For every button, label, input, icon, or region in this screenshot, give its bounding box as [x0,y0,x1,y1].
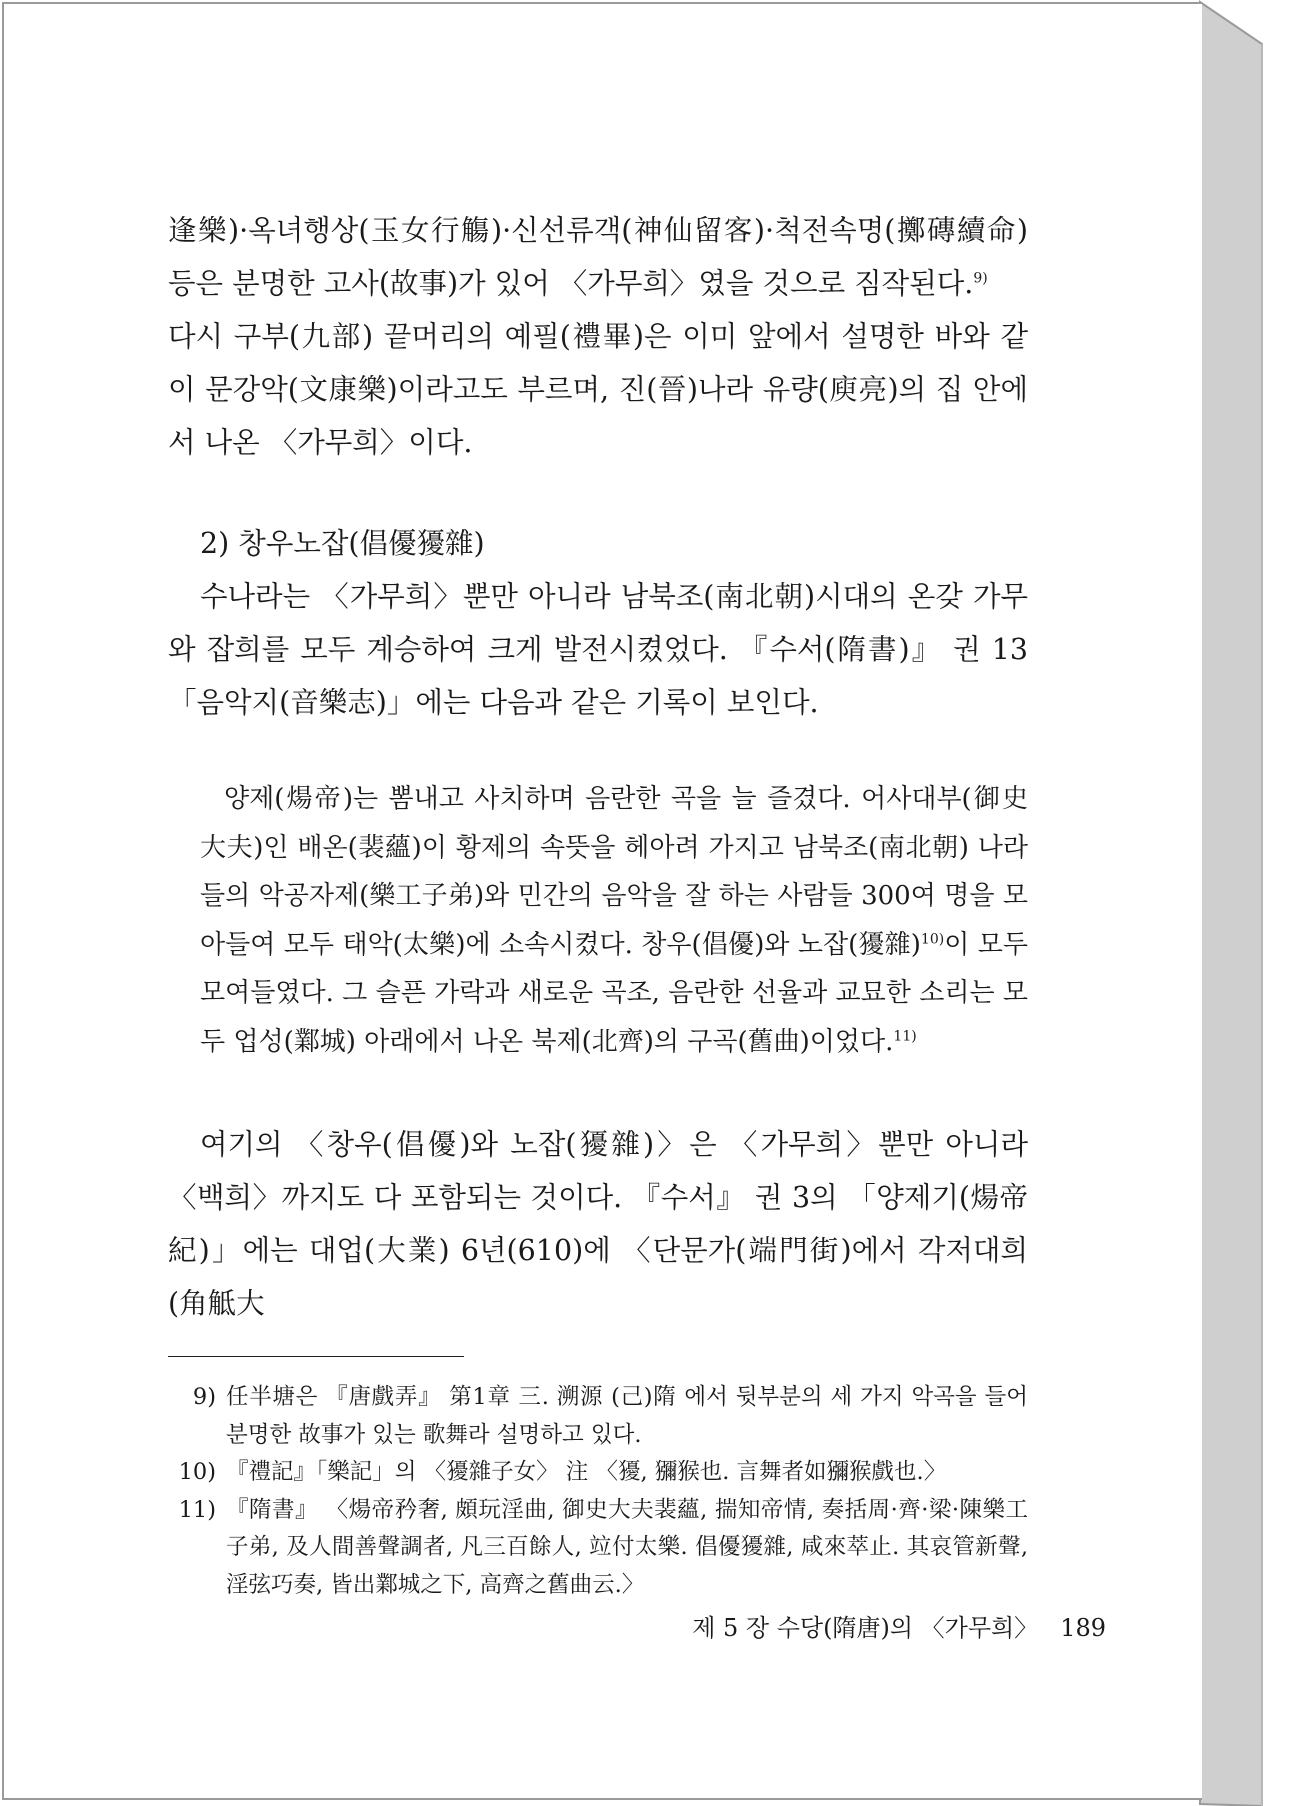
quote-text: 이 모두 모여들였다. 그 슬픈 가락과 새로운 곡조, 음란한 선율과 교묘한 소리는 모두 업성(鄴城) 아래에서 나온 북제(北齊)의 구곡(舊曲)이었다. [200,929,1028,1057]
footnote [168,1454,1028,1492]
page-content [168,204,1028,1604]
body-paragraph: 다시 구부(九部) 끝머리의 예필(禮畢)은 이미 앞에서 설명한 바와 같이 문강악(文康樂)이라고도 부르며, 진(晉)나라 유량(庾亮)의 집 안에서 나온 〈가무희〉이다. [168,320,1028,459]
footnote [168,1492,1028,1605]
footnote-ref: 10) [920,930,945,947]
footnote [168,1379,1028,1454]
footnote-text: 『隋書』 〈煬帝矜奢, 頗玩淫曲, 御史大夫裴蘊, 揣知帝情, 奏括周·齊·梁·陳樂工子弟, 及人間善聲調者, 凡三百餘人, 竝付太樂. 倡優獶雜, 咸來萃止. 其哀管新聲, 淫弦巧奏, 皆出鄴城之下, 高齊之舊曲云.〉 [226,1496,1028,1598]
footnote-rule [168,1356,464,1357]
body-paragraph [168,204,1028,310]
body-paragraph: 수나라는 〈가무희〉뿐만 아니라 남북조(南北朝)시대의 온갖 가무와 잡희를 모두 계승하여 크게 발전시켰었다. 『수서(隋書)』 권 13 「음악지(音樂志)」에는 다음과 같은 기록이 보인다. [168,580,1028,719]
body-paragraph: 여기의 〈창우(倡優)와 노잡(獶雜)〉은 〈가무희〉뿐만 아니라 〈백희〉까지도 다 포함되는 것이다. 『수서』 권 3의 「양제기(煬帝紀)」에는 대업(大業) 6년(610)에 〈단문가(端門街)에서 각저대희(角觝大 [168,1128,1028,1320]
block-quote [200,775,1028,1066]
footnote-text: 任半塘은 『唐戲弄』 第1章 三. 溯源 (己)隋 에서 뒷부분의 세 가지 악곡을 들어 분명한 故事가 있는 歌舞라 설명하고 있다. [226,1384,1028,1448]
footnote-text: 『禮記』「樂記」의 〈獶雜子女〉 注 〈獶, 獼猴也. 言舞者如獼猴戲也.〉 [226,1459,947,1485]
footnote-number: 10) [178,1459,216,1485]
running-footer [692,1608,1106,1643]
running-title: 제 5 장 수당(隋唐)의 〈가무희〉 [692,1614,1039,1642]
quote-text: 양제(煬帝)는 뽐내고 사치하며 음란한 곡을 늘 즐겼다. 어사대부(御史大夫)인 배온(裴蘊)이 황제의 속뜻을 헤아려 가지고 남북조(南北朝) 나라들의 악공자제(樂工子弟)와 민간의 음악을 잘 하는 사람들 300여 명을 모아들여 모두 태악(太樂)에 소속시켰다. 창우(倡優)와 노잡(獶雜) [200,784,1028,960]
footnote-ref: 11) [893,1027,917,1044]
page-number: 189 [1060,1614,1106,1642]
footnotes [168,1379,1028,1604]
section-heading: 2) 창우노잡(倡優獶雜) [200,527,485,560]
paragraph-text: 逢樂)·옥녀행상(玉女行觴)·신선류객(神仙留客)·척전속명(擲磚續命) 등은 분명한 고사(故事)가 있어 〈가무희〉였을 것으로 짐작된다. [168,214,1028,300]
footnote-number: 9) [192,1384,216,1410]
footnote-number: 11) [178,1496,216,1523]
footnote-ref: 9) [973,270,988,287]
